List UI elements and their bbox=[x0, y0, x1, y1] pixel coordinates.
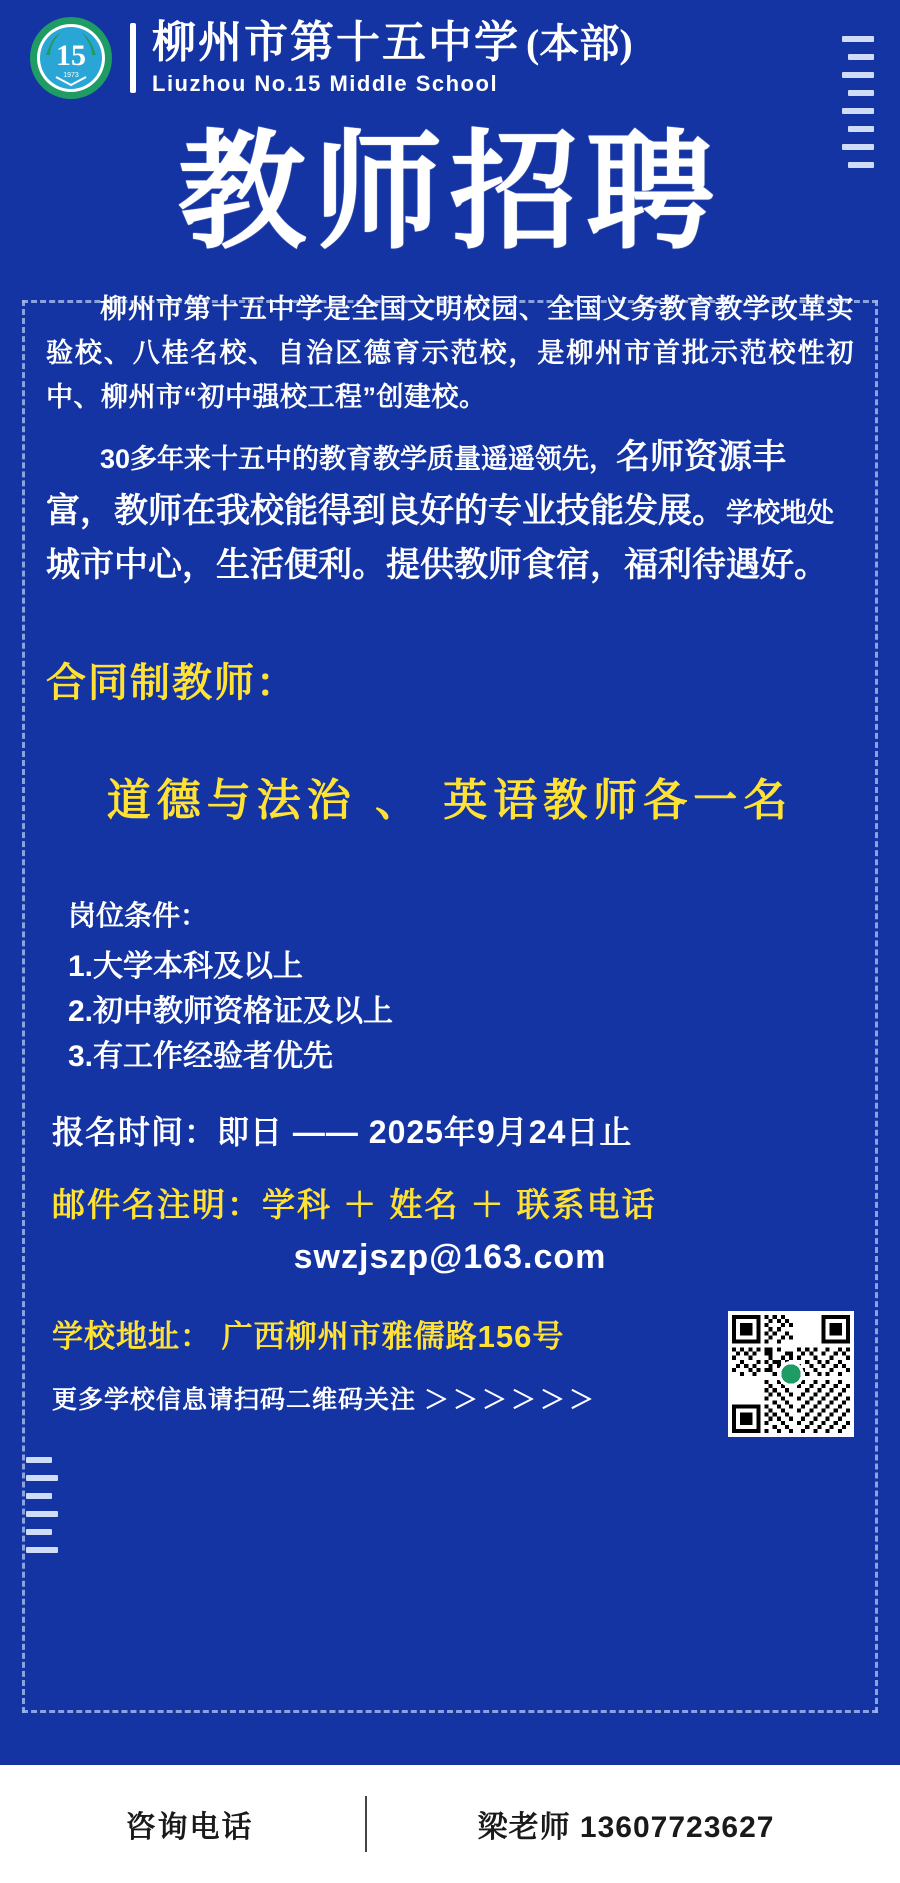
application-deadline: 报名时间：即日 —— 2025年9月24日止 bbox=[52, 1113, 633, 1150]
poster-title: 教师招聘 bbox=[177, 118, 722, 267]
qr-code-icon[interactable] bbox=[728, 1311, 854, 1437]
header-divider bbox=[130, 23, 136, 93]
email-subject-note: 邮件名注明：学科 ＋ 姓名 ＋ 联系电话 bbox=[52, 1185, 657, 1223]
poster-content bbox=[0, 288, 900, 1436]
intro-paragraph-2 bbox=[46, 430, 854, 593]
footer-contact-person: 梁老师 13607723627 bbox=[477, 1811, 775, 1844]
school-address: 学校地址： 广西柳州市雅儒路156号 bbox=[52, 1318, 565, 1354]
address-and-qr-row bbox=[46, 1311, 854, 1437]
intro-paragraph-1: 柳州市第十五中学是全国文明校园、全国义务教育教学改革实验校、八桂名校、自治区德育示范校，是柳州市首批示范校性初中、柳州市“初中强校工程”创建校。 bbox=[46, 294, 854, 412]
requirements-title: 岗位条件： bbox=[68, 899, 209, 931]
footer-hotline-label: 咨询电话 bbox=[125, 1811, 254, 1844]
logo-caption: 1973 bbox=[63, 72, 79, 79]
footer-divider bbox=[365, 1796, 367, 1852]
requirement-item: 1.大学本科及以上 bbox=[68, 949, 304, 983]
intro-highlight-1: 名师资源丰富，教师在我校能得到良好的专业技能发展。 bbox=[46, 437, 787, 530]
school-name-cn: 柳州市第十五中学 bbox=[152, 18, 520, 67]
school-branch-label: (本部) bbox=[526, 21, 633, 66]
tick-marks-bottom-left bbox=[26, 1457, 58, 1553]
school-logo-icon bbox=[28, 15, 114, 101]
intro-mid-text: 学校地处 bbox=[726, 497, 834, 528]
address-text-block bbox=[52, 1311, 712, 1416]
intro-highlight-2: 城市中心，生活便利。提供教师食宿，福利待遇好。 bbox=[46, 546, 828, 585]
scan-arrows: ＞＞＞＞＞＞ bbox=[423, 1385, 598, 1414]
dashed-border-bottom bbox=[22, 1710, 878, 1713]
poster-footer bbox=[0, 1765, 900, 1883]
requirement-item: 3.有工作经验者优先 bbox=[68, 1039, 334, 1073]
intro-lead-text: 30多年来十五中的教育教学质量遥遥领先， bbox=[100, 443, 617, 474]
open-positions: 道德与法治 、 英语教师各一名 bbox=[106, 775, 794, 825]
section-title-contract-teachers: 合同制教师： bbox=[46, 660, 298, 705]
requirements-block bbox=[46, 894, 854, 1079]
scan-qr-note bbox=[52, 1380, 712, 1416]
requirement-item: 2.初中教师资格证及以上 bbox=[68, 994, 394, 1028]
poster-header bbox=[0, 0, 900, 104]
school-name-en: Liuzhou No.15 Middle School bbox=[152, 71, 499, 96]
school-name-block bbox=[152, 18, 633, 96]
scan-note-text: 更多学校信息请扫码二维码关注 bbox=[52, 1385, 417, 1414]
svg-text:15: 15 bbox=[56, 39, 86, 72]
email-address: swzjszp@163.com bbox=[293, 1237, 607, 1276]
